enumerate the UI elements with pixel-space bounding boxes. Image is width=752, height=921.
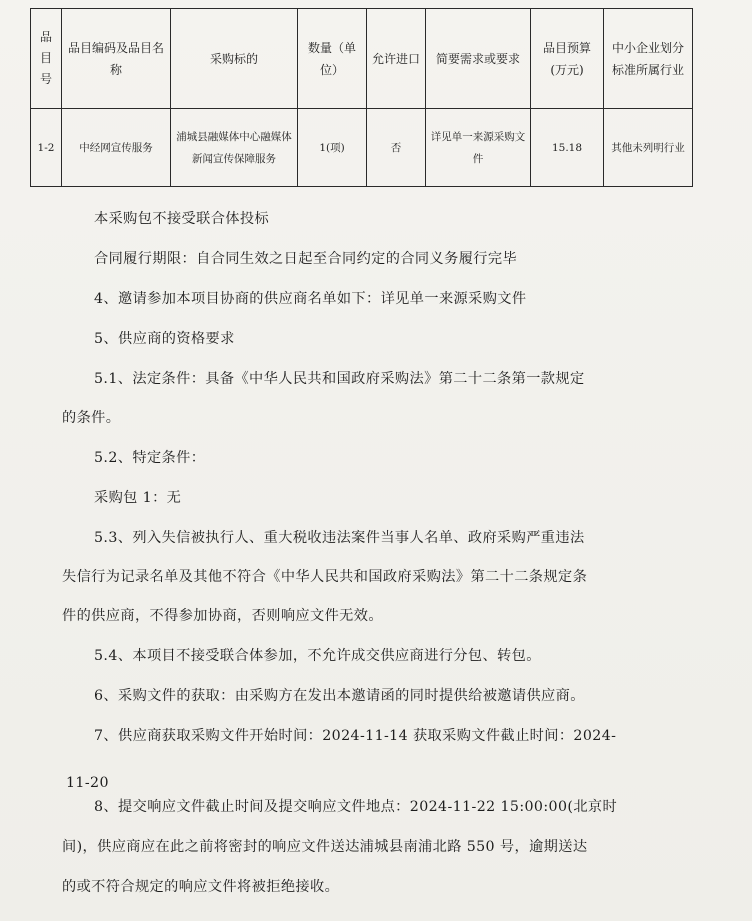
paragraph-acquisition-time: 7、供应商获取采购文件开始时间：2024-11-14 获取采购文件截止时间：2024-: [94, 728, 617, 744]
header-quantity: 数量（单位）: [298, 9, 367, 109]
paragraph-legal-conditions-cont: 的条件。: [62, 410, 121, 426]
paragraph-specific-conditions: 5.2、特定条件：: [94, 450, 206, 466]
paragraph-qualification-heading: 5、供应商的资格要求: [94, 331, 235, 347]
table-header-row: [31, 9, 693, 109]
cell-item-no: 1-2: [31, 109, 62, 187]
header-target: 采购标的: [171, 9, 298, 109]
paragraph-no-subcontract: 5.4、本项目不接受联合体参加，不允许成交供应商进行分包、转包。: [94, 648, 541, 664]
header-budget: 品目预算(万元): [531, 9, 604, 109]
cell-budget: 15.18: [531, 109, 604, 187]
paragraph-submission: 8、提交响应文件截止时间及提交响应文件地点：2024-11-22 15:00:00(北京时: [94, 799, 618, 815]
header-code-name: 品目编码及品目名称: [62, 9, 171, 109]
paragraph-legal-conditions: 5.1、法定条件：具备《中华人民共和国政府采购法》第二十二条第一款规定: [94, 371, 585, 387]
paragraph-blacklist-cont-1: 失信行为记录名单及其他不符合《中华人民共和国政府采购法》第二十二条规定条: [62, 569, 588, 585]
paragraph-submission-cont-2: 的或不符合规定的响应文件将被拒绝接收。: [62, 879, 340, 895]
cell-code-name: 中经网宣传服务: [62, 109, 171, 187]
paragraph-package-1: 采购包 1：无: [94, 490, 182, 506]
paragraph-no-consortium: 本采购包不接受联合体投标: [94, 211, 270, 227]
cell-target: 浦城县融媒体中心融媒体新闻宣传保障服务: [171, 109, 298, 187]
header-item-no: [31, 9, 62, 109]
paragraph-blacklist: 5.3、列入失信被执行人、重大税收违法案件当事人名单、政府采购严重违法: [94, 530, 585, 546]
paragraph-blacklist-cont-2: 件的供应商，不得参加协商，否则响应文件无效。: [62, 608, 383, 624]
cell-import: 否: [367, 109, 426, 187]
header-import: 允许进口: [367, 9, 426, 109]
paragraph-invited-suppliers: 4、邀请参加本项目协商的供应商名单如下：详见单一来源采购文件: [94, 291, 527, 307]
header-industry: 中小企业划分标准所属行业: [604, 9, 693, 109]
header-requirement: 简要需求或要求: [426, 9, 531, 109]
paragraph-submission-cont-1: 间)，供应商应在此之前将密封的响应文件送达浦城县南浦北路 550 号，逾期送达: [62, 839, 588, 855]
procurement-items-table: [30, 8, 693, 187]
table-row: [31, 109, 693, 187]
paragraph-acquisition-time-cont: 11-20: [66, 775, 109, 791]
header-item-no-label: 品目号: [39, 30, 52, 86]
paragraph-contract-period: 合同履行期限：自合同生效之日起至合同约定的合同义务履行完毕: [94, 251, 518, 267]
paragraph-document-acquisition: 6、采购文件的获取：由采购方在发出本邀请函的同时提供给被邀请供应商。: [94, 688, 585, 704]
cell-quantity: 1(项): [298, 109, 367, 187]
cell-industry: 其他未列明行业: [604, 109, 693, 187]
cell-requirement: 详见单一来源采购文件: [426, 109, 531, 187]
